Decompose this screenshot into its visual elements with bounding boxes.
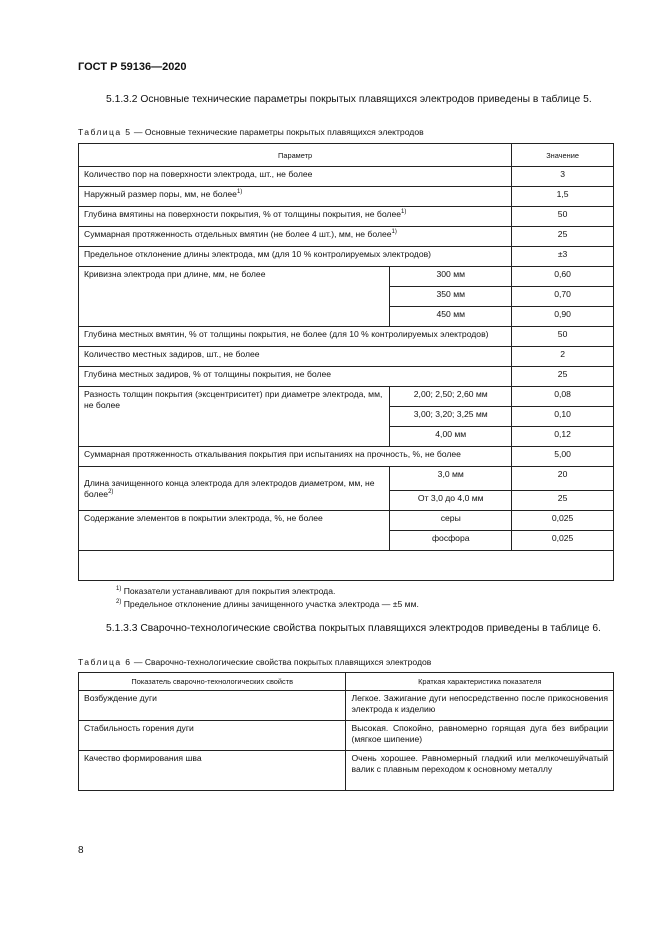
table-row: Длина зачищенного конца электрода для электродов диаметром, мм, не более$^{2)}$ 3,0 мм 20 <box>79 467 614 491</box>
table-row: Стабильность горения дуги Высокая. Спокойно, равномерно горящая дуга без вибрации (мягкое шипение) <box>79 721 614 751</box>
table-row: Глубина местных вмятин, % от толщины покрытия, не более (для 10 % контролируемых электродов) 50 <box>79 327 614 347</box>
table6-header-description: Краткая характеристика показателя <box>346 673 614 691</box>
table6-header-indicator: Показатель сварочно-технологических свойств <box>79 673 346 691</box>
table-5 <box>78 143 614 581</box>
footnote-2: $^{2)}$ Предельное отклонение длины зачищенного участка электрода — ±5 мм. <box>116 599 419 609</box>
table6-caption: Таблица 6 — Сварочно-технологические свойства покрытых плавящихся электродов <box>78 657 432 667</box>
page-number: 8 <box>78 845 84 856</box>
table-row: Содержание элементов в покрытии электрода, %, не более серы 0,025 <box>79 511 614 531</box>
table5-caption: Таблица 5 — Основные технические параметры покрытых плавящихся электродов <box>78 127 424 137</box>
table-row: Количество местных задиров, шт., не более 2 <box>79 347 614 367</box>
paragraph-5-1-3-3: 5.1.3.3 Сварочно-технологические свойства покрытых плавящихся электродов приведены в таблице 6. <box>106 623 601 634</box>
table-row: Кривизна электрода при длине, мм, не более 300 мм 0,60 <box>79 267 614 287</box>
table-6 <box>78 672 614 791</box>
table-row: 350 мм 0,70 <box>79 287 614 307</box>
document-header: ГОСТ Р 59136—2020 <box>78 61 187 73</box>
table-row: Количество пор на поверхности электрода, шт., не более 3 <box>79 167 614 187</box>
paragraph-5-1-3-2: 5.1.3.2 Основные технические параметры покрытых плавящихся электродов приведены в таблице 5. <box>106 94 592 105</box>
table-row: 4,00 мм 0,12 <box>79 427 614 447</box>
table5-footnotes-row <box>79 551 614 581</box>
table-row: Суммарная протяженность откалывания покрытия при испытаниях на прочность, %, не более 5,00 <box>79 447 614 467</box>
table-row: Глубина местных задиров, % от толщины покрытия, не более 25 <box>79 367 614 387</box>
table-row: Предельное отклонение длины электрода, мм (для 10 % контролируемых электродов) ±3 <box>79 247 614 267</box>
table-row: Возбуждение дуги Легкое. Зажигание дуги непосредственно после прикосновения электрода к изделию <box>79 691 614 721</box>
table-row: Разность толщин покрытия (эксцентриситет) при диаметре электрода, мм, не более 2,00; 2,50; 2,60 мм 0,08 <box>79 387 614 407</box>
table5-header-value: Значение <box>512 144 614 167</box>
table-row: 450 мм 0,90 <box>79 307 614 327</box>
table-row: Суммарная протяженность отдельных вмятин (не более 4 шт.), мм, не более$^{1)}$ 25 <box>79 227 614 247</box>
table-row: фосфора 0,025 <box>79 531 614 551</box>
table-row: От 3,0 до 4,0 мм 25 <box>79 491 614 511</box>
table-row: 3,00; 3,20; 3,25 мм 0,10 <box>79 407 614 427</box>
footnote-1: $^{1)}$ Показатели устанавливают для покрытия электрода. <box>116 586 336 596</box>
table-row: Глубина вмятины на поверхности покрытия, % от толщины покрытия, не более$^{1)}$ 50 <box>79 207 614 227</box>
table5-header-param: Параметр <box>79 144 512 167</box>
table-row: Качество формирования шва Очень хорошее. Равномерный гладкий или мелкочешуйчатый валик с плавным переходом к основному металлу <box>79 751 614 791</box>
table-row: Наружный размер поры, мм, не более$^{1)}$ 1,5 <box>79 187 614 207</box>
